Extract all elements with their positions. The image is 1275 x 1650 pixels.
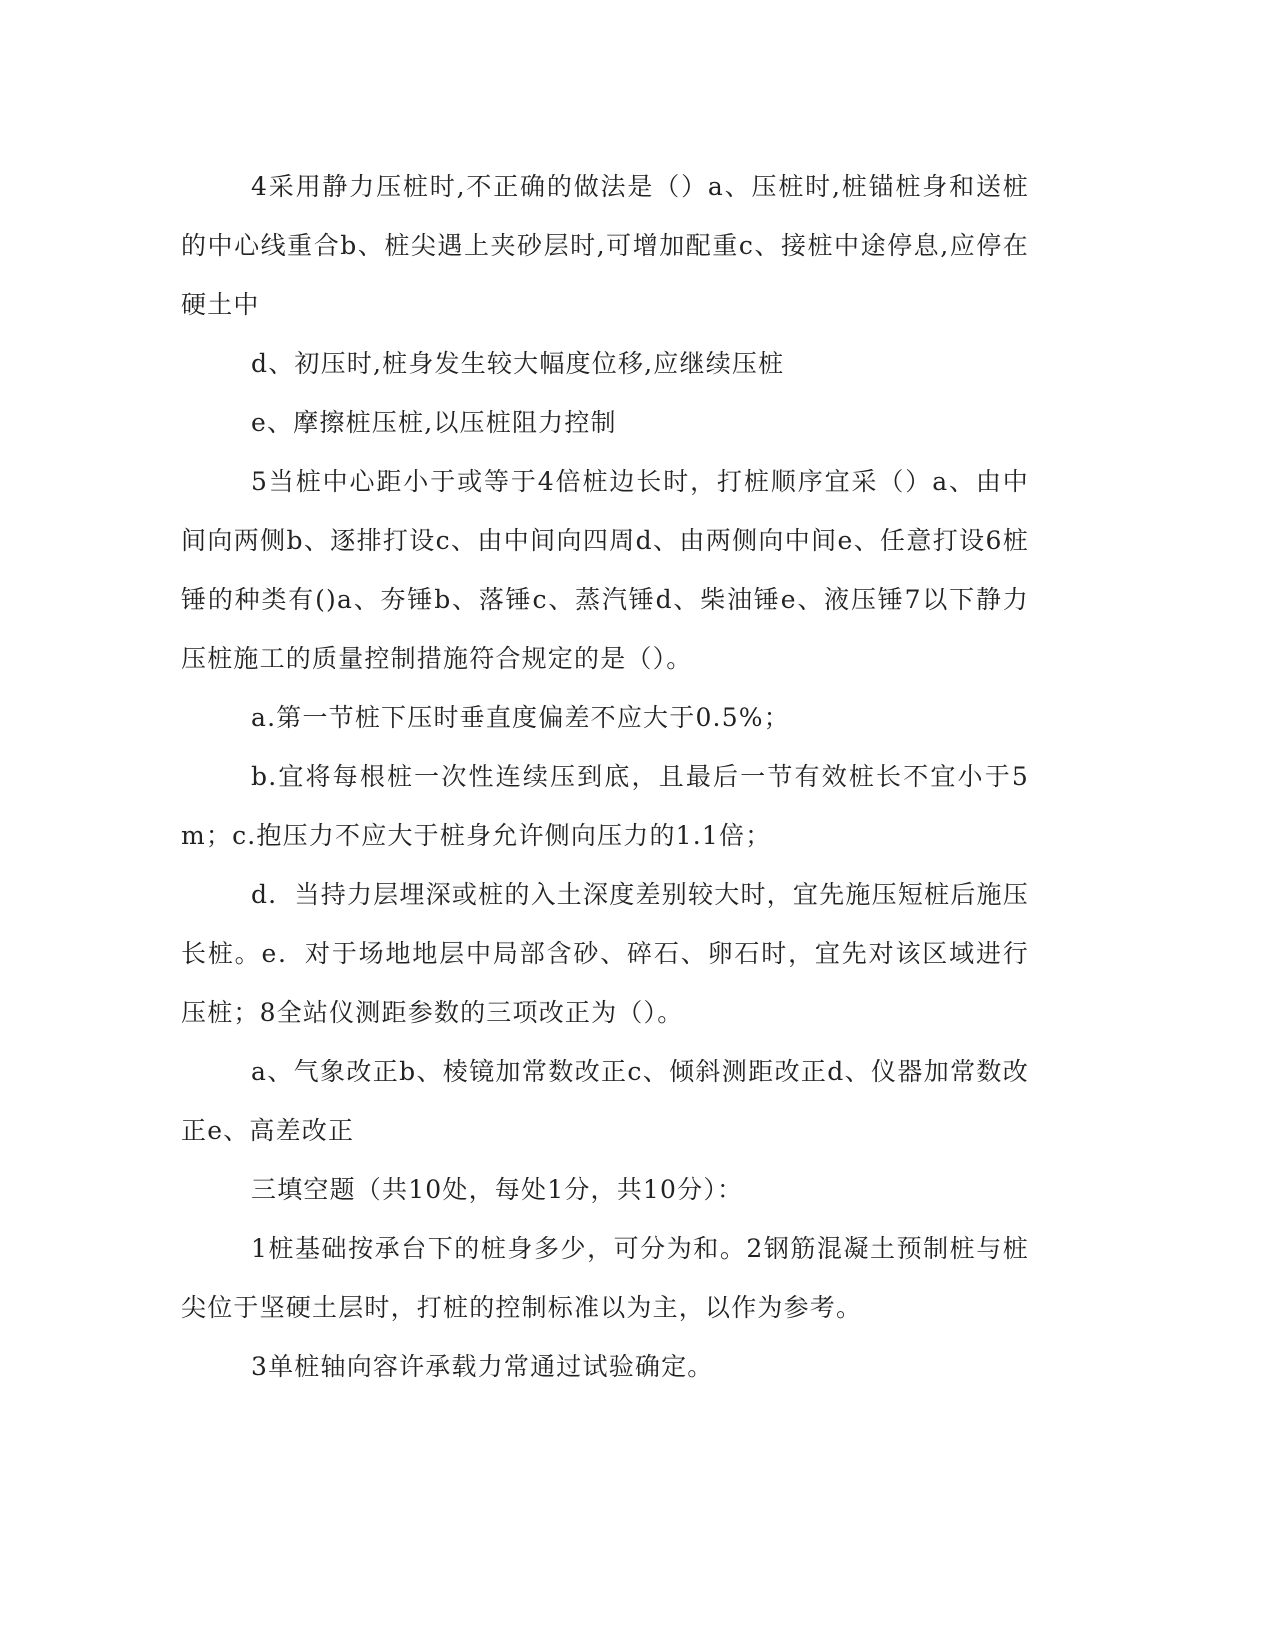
section-heading-fill-blank: 三填空题（共10处，每处1分，共10分）： [251,1175,744,1204]
paragraph-q4-option-d: d、初压时,桩身发生较大幅度位移,应继续压桩 [251,349,785,378]
paragraph-q5-q7: 5当桩中心距小于或等于4倍桩边长时，打桩顺序宜采（）a、由中间向两侧b、逐排打设c、由中间向四周d、由两侧向中间e、任意打设6桩锤的种类有()a、夯锤b、落锤c、蒸汽锤d、柴油锤e、液压锤7以下静力压桩施工的质量控制措施符合规定的是（）。 [181,467,1029,673]
paragraph-q8-options: a、气象改正b、棱镜加常数改正c、倾斜测距改正d、仪器加常数改正e、高差改正 [181,1057,1029,1145]
paragraph-q4-option-e: e、摩擦桩压桩,以压桩阻力控制 [251,408,617,437]
document-body [181,157,1029,1396]
paragraph-fill-blank-1-2: 1桩基础按承台下的桩身多少，可分为和。2钢筋混凝土预制桩与桩尖位于坚硬土层时，打桩的控制标准以为主，以作为参考。 [181,1234,1029,1322]
paragraph-q4: 4采用静力压桩时,不正确的做法是（）a、压桩时,桩锚桩身和送桩的中心线重合b、桩尖遇上夹砂层时,可增加配重c、接桩中途停息,应停在硬土中 [181,172,1029,319]
paragraph-fill-blank-3: 3单桩轴向容许承载力常通过试验确定。 [251,1352,714,1381]
paragraph-q7-option-b-c: b.宜将每根桩一次性连续压到底，且最后一节有效桩长不宜小于5m；c.抱压力不应大于桩身允许侧向压力的1.1倍； [181,762,1029,850]
paragraph-q7-option-d-e-q8: d．当持力层埋深或桩的入土深度差别较大时，宜先施压短桩后施压长桩。e．对于场地地层中局部含砂、碎石、卵石时，宜先对该区域进行压桩；8全站仪测距参数的三项改正为（）。 [181,880,1029,1027]
paragraph-q7-option-a: a.第一节桩下压时垂直度偏差不应大于0.5%； [251,703,790,732]
